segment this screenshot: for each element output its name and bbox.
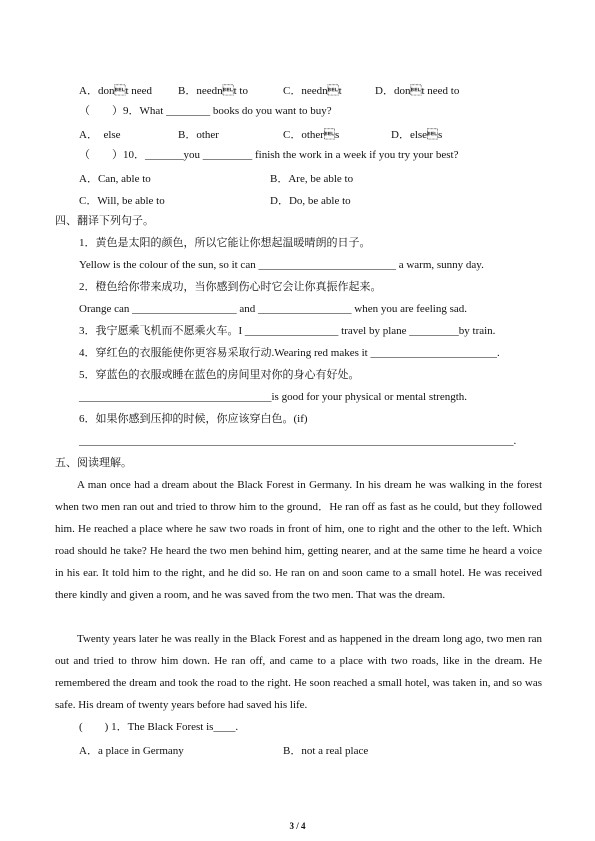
translation-2-english: Orange can ___________________ and _________________ when you are feeling sad. [79, 303, 467, 315]
q8-option-d: D．dont need to [375, 85, 460, 97]
translation-6-chinese: 6．如果你感到压抑的时候，你应该穿白色。(if) [79, 413, 308, 425]
q9-option-c: C．others [283, 129, 340, 141]
q9-stem: （ ）9．What ________ books do you want to buy? [79, 105, 332, 117]
translation-5-english: ___________________________________is good for your physical or mental strength. [79, 391, 468, 403]
section-4-title: 四、翻译下列句子。 [55, 215, 154, 227]
translation-1-chinese: 1．黄色是太阳的颜色，所以它能让你想起温暖晴朗的日子。 [79, 237, 371, 249]
q10-option-a: A．Can, able to [79, 173, 151, 185]
q8-option-b: B．neednt to [178, 85, 248, 97]
translation-6-answer-line: _______________________________________________________________________________. [79, 435, 517, 447]
page-number: 3 / 4 [289, 821, 306, 831]
translation-2-chinese: 2．橙色给你带来成功，当你感到伤心时它会让你真振作起来。 [79, 281, 382, 293]
reading-q1-option-b: B．not a real place [283, 745, 369, 757]
reading-q1-option-a: A．a place in Germany [79, 745, 184, 757]
reading-q1-stem: ( ) 1．The Black Forest is____. [79, 721, 239, 733]
reading-paragraph-2: Twenty years later he was really in the Black Forest and as happened in the dream long ago, two men ran out and tried to throw him down. He ran off, and came to a place with two roads, like in the dream. He remembered the dream and took the road to the right. He soon reached a small hotel, was taken in, and so was safe. His dream of twenty years before had saved his life. [55, 633, 542, 711]
translation-3: 3．我宁愿乘飞机而不愿乘火车。I _________________ travel by plane _________by train. [79, 325, 496, 337]
q10-option-d: D．Do, be able to [270, 195, 351, 207]
q10-option-b: B．Are, be able to [270, 173, 354, 185]
q10-option-c: C．Will, be able to [79, 195, 165, 207]
section-5-title: 五、阅读理解。 [55, 457, 132, 469]
q10-stem: （ ）10．_______you _________ finish the work in a week if you try your best? [79, 149, 459, 161]
reading-paragraph-1: A man once had a dream about the Black Forest in Germany. In his dream he was walking in the forest when two men ran out and tried to throw him to the ground．He ran off as fast as he could, but they followed him. He reached a place where he saw two roads in front of him, one to right and the other to the left. Which road should he take? He heard the two men behind him, getting nearer, and at the same time he heard a voice in his ear. It told him to the right, and he did so. He ran on and soon came to a small hotel. He was received there kindly and given a room, and he was saved from the two men. That was the dream. [55, 479, 542, 601]
q8-option-c: C．neednt [283, 85, 342, 97]
q9-option-a: A． else [79, 129, 121, 141]
translation-5-chinese: 5．穿蓝色的衣服或睡在蓝色的房间里对你的身心有好处。 [79, 369, 360, 381]
translation-1-english: Yellow is the colour of the sun, so it can _________________________ a warm, sunny day. [79, 259, 484, 271]
q9-option-d: D．elses [391, 129, 443, 141]
q9-option-b: B．other [178, 129, 219, 141]
translation-4: 4．穿红色的衣服能使你更容易采取行动.Wearing red makes it _______________________. [79, 347, 500, 359]
q8-option-a: A．dont need [79, 85, 153, 97]
